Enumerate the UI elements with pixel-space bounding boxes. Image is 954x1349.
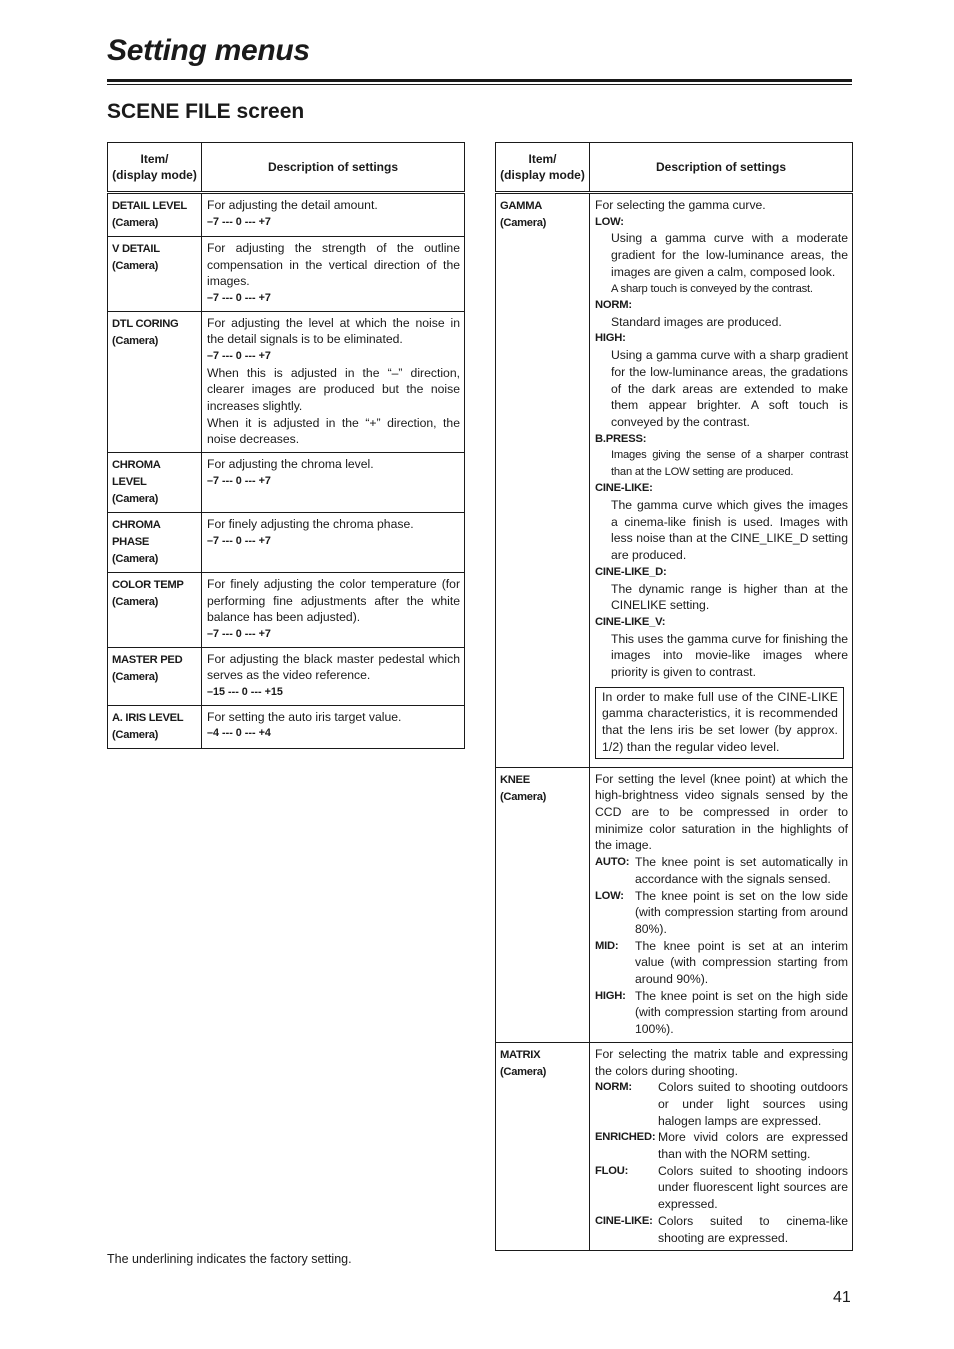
table-row-gamma (496, 193, 853, 768)
scene-file-table-left (107, 142, 465, 749)
option-row (595, 1129, 848, 1162)
table-row-master-ped (108, 647, 465, 705)
table-row-chroma-phase (108, 513, 465, 573)
description-extra: When this is adjusted in the “–” direction, clearer images are produced but the noise increases slightly. (207, 365, 460, 413)
option-label: CINE-LIKE: (595, 482, 653, 495)
scene-file-table-right (495, 142, 853, 1251)
option-row (595, 1213, 848, 1246)
item-cell (108, 453, 202, 513)
item-name: GAMMA (500, 200, 542, 212)
header-item-line2: (display mode) (112, 168, 197, 182)
option-label: ENRICHED: (595, 1131, 656, 1144)
description-text: For selecting the matrix table and expressing the colors during shooting. (595, 1046, 848, 1078)
description-text: For setting the auto iris target value. (207, 709, 402, 724)
description-cell (590, 193, 853, 768)
item-cell (496, 1042, 590, 1250)
item-cell (496, 767, 590, 1042)
note-text: In order to make full use of the CINE-LIKE gamma characteristics, it is recommended that the lens iris be set lower (by approx. 1/2) than the regular video level. (602, 689, 838, 754)
title-rule-thick (107, 79, 852, 82)
option-text: The knee point is set on the high side (with compression starting from around 100%). (635, 988, 848, 1037)
item-cell (108, 573, 202, 648)
page-number: 41 (833, 1289, 851, 1306)
description-cell (202, 573, 465, 648)
option-row (595, 854, 848, 887)
table-row-v-detail (108, 237, 465, 312)
header-item (108, 143, 202, 193)
option-text: The dynamic range is higher than at the CINELIKE setting. (611, 581, 848, 613)
page-title: Setting menus (107, 34, 310, 67)
option-label: MID: (595, 939, 619, 952)
description-cell (202, 453, 465, 513)
option-text: The knee point is set on the low side (with compression starting from around 80%). (635, 888, 848, 936)
item-mode: (Camera) (112, 670, 159, 683)
option-label: FLOU: (595, 1164, 629, 1177)
setting-range: –7 --- 0 --- +7 (207, 534, 271, 547)
description-text: For adjusting the strength of the outline compensation in the vertical direction of the images. (207, 241, 460, 289)
description-text: For setting the level (knee point) at which the high-brightness video signals sensed by the CCD are to be compressed in order to minimize color saturation in the highlights of the image. (595, 771, 848, 853)
item-name: CHROMA LEVEL (112, 459, 161, 489)
option-text-small: Images giving the sense of a sharper contrast than at the LOW setting are produced. (611, 449, 848, 478)
description-cell (202, 513, 465, 573)
option-label: AUTO: (595, 856, 630, 869)
description-cell (202, 705, 465, 748)
item-name: DETAIL LEVEL (112, 200, 187, 212)
item-name: CHROMA PHASE (112, 519, 161, 549)
description-text: For finely adjusting the chroma phase. (207, 517, 414, 532)
item-cell (108, 513, 202, 573)
setting-range: –7 --- 0 --- +7 (207, 350, 271, 363)
description-text: For finely adjusting the color temperature (for performing fine adjustments after the white balance has been adjusted). (207, 577, 460, 625)
option-label: CINE-LIKE_D: (595, 565, 667, 578)
item-name: V DETAIL (112, 243, 160, 255)
setting-range: –7 --- 0 --- +7 (207, 215, 271, 228)
item-cell (108, 193, 202, 237)
note-box (595, 687, 844, 759)
header-description: Description of settings (590, 143, 853, 193)
item-cell (108, 311, 202, 452)
header-item-line1: Item/ (528, 152, 557, 166)
item-mode: (Camera) (112, 217, 159, 229)
option-text: Using a gamma curve with a moderate gradient for the low-luminance areas, the images are given a calm, composed look. (611, 231, 848, 279)
option-label: HIGH: (595, 332, 626, 345)
option-label: HIGH: (595, 989, 626, 1002)
option-row (595, 888, 848, 938)
option-text: The knee point is set automatically in accordance with the signals sensed. (635, 855, 848, 886)
table-row-detail-level (108, 193, 465, 237)
table-row-a-iris-level (108, 705, 465, 748)
description-cell (202, 311, 465, 452)
item-mode: (Camera) (112, 260, 159, 272)
option-row (595, 1079, 848, 1129)
option-label: NORM: (595, 1081, 632, 1094)
description-text: For selecting the gamma curve. (595, 198, 766, 212)
item-mode: (Camera) (500, 217, 547, 229)
option-label: LOW: (595, 215, 624, 228)
option-text: This uses the gamma curve for finishing the images into movie-like images where priority is given to contrast. (611, 631, 848, 680)
option-label: CINE-LIKE_V: (595, 615, 666, 628)
table-row-knee (496, 767, 853, 1042)
item-cell (108, 705, 202, 748)
item-name: MASTER PED (112, 653, 183, 666)
item-mode: (Camera) (500, 1065, 547, 1078)
item-name: DTL CORING (112, 317, 179, 330)
option-label: B.PRESS: (595, 432, 647, 445)
item-name: A. IRIS LEVEL (112, 711, 184, 724)
description-cell (590, 1042, 853, 1250)
option-text: Colors suited to shooting outdoors or under light sources using halogen lamps are expressed. (658, 1080, 848, 1128)
option-text-small: A sharp touch is conveyed by the contrast. (611, 282, 813, 295)
description-text: For adjusting the level at which the noise in the detail signals is to be eliminated. (207, 315, 460, 347)
table-row-matrix (496, 1042, 853, 1250)
table-header-row (496, 143, 853, 193)
item-name: KNEE (500, 773, 530, 786)
item-mode: (Camera) (112, 596, 159, 609)
option-row (595, 1163, 848, 1213)
item-name: COLOR TEMP (112, 579, 184, 592)
option-row (595, 988, 848, 1038)
title-rule-thin (107, 84, 852, 85)
table-row-chroma-level (108, 453, 465, 513)
section-title: SCENE FILE screen (107, 100, 305, 123)
description-text: For adjusting the black master pedestal which serves as the video reference. (207, 651, 460, 683)
header-description: Description of settings (202, 143, 465, 193)
setting-range: –7 --- 0 --- +7 (207, 474, 271, 487)
option-row (595, 938, 848, 988)
header-item-line2: (display mode) (500, 168, 585, 182)
description-extra: When it is adjusted in the “+” direction, the noise decreases. (207, 415, 460, 447)
option-label: NORM: (595, 299, 632, 312)
option-label: LOW: (595, 889, 624, 902)
header-item (496, 143, 590, 193)
description-text: For adjusting the detail amount. (207, 198, 378, 212)
setting-range: –7 --- 0 --- +7 (207, 292, 271, 305)
table-row-dtl-coring (108, 311, 465, 452)
option-text: The knee point is set at an interim value (with compression starting from around 90%). (635, 938, 848, 987)
header-item-line1: Item/ (140, 152, 169, 166)
item-mode: (Camera) (112, 728, 159, 741)
table-header-row (108, 143, 465, 193)
item-cell (496, 193, 590, 768)
description-cell (202, 237, 465, 312)
option-text: Using a gamma curve with a sharp gradient for the low-luminance areas, the gradations of the dark areas are extended to make them appear brighter. A soft touch is conveyed by the contrast. (611, 348, 848, 429)
option-label: CINE-LIKE: (595, 1214, 653, 1227)
item-cell (108, 647, 202, 705)
option-text: Colors suited to shooting indoors under fluorescent light sources are expressed. (658, 1163, 848, 1212)
item-name: MATRIX (500, 1048, 541, 1061)
description-cell (202, 647, 465, 705)
setting-range: –15 --- 0 --- +15 (207, 686, 283, 699)
item-mode: (Camera) (112, 493, 159, 506)
option-text: Standard images are produced. (611, 314, 782, 329)
option-text: The gamma curve which gives the images a cinema-like finish is used. Images with less noise than at the CINE_LIKE_D setting are produced. (611, 498, 848, 563)
option-text: More vivid colors are expressed than with the NORM setting. (658, 1130, 848, 1162)
setting-range: –4 --- 0 --- +4 (207, 727, 271, 740)
factory-setting-footnote: The underlining indicates the factory setting. (107, 1252, 352, 1266)
description-cell (202, 193, 465, 237)
description-cell (590, 767, 853, 1042)
description-text: For adjusting the chroma level. (207, 457, 374, 472)
item-mode: (Camera) (112, 553, 159, 566)
item-mode: (Camera) (112, 334, 159, 347)
item-cell (108, 237, 202, 312)
option-text: Colors suited to cinema-like shooting are expressed. (658, 1213, 848, 1245)
table-row-color-temp (108, 573, 465, 648)
item-mode: (Camera) (500, 790, 547, 803)
setting-range: –7 --- 0 --- +7 (207, 628, 271, 641)
